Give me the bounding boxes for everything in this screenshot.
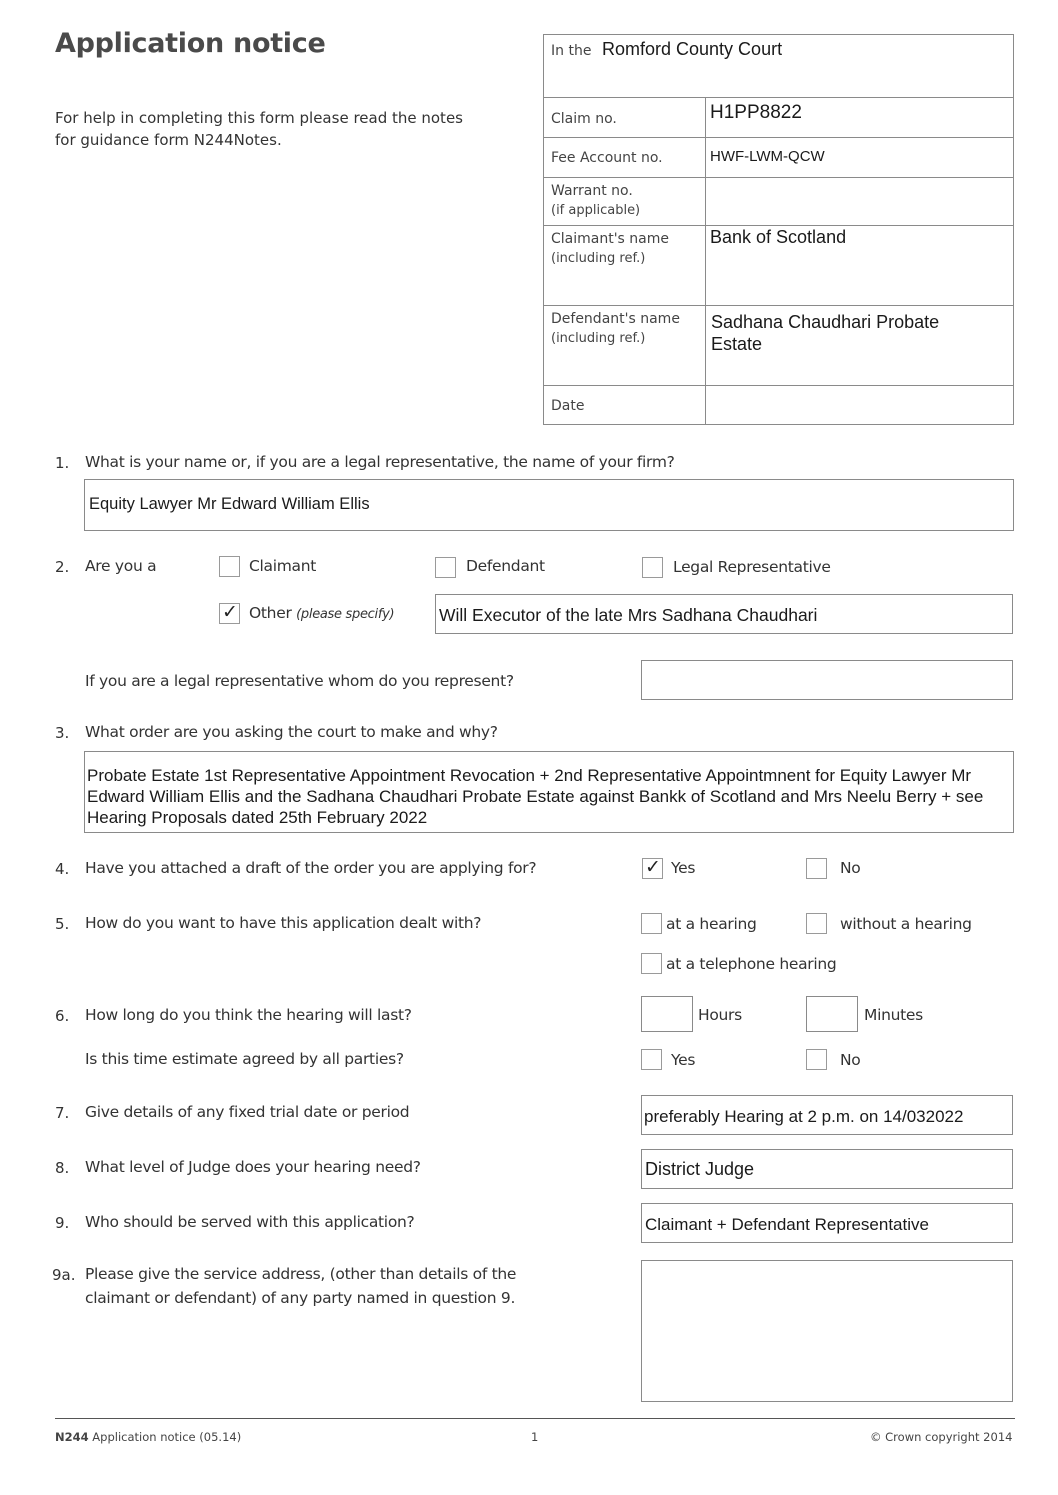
minutes-label: Minutes — [864, 1006, 923, 1024]
q9-text: Who should be served with this application? — [85, 1213, 415, 1231]
minutes-field[interactable] — [806, 996, 858, 1032]
q5-text: How do you want to have this application dealt with? — [85, 914, 482, 932]
court-name-field[interactable]: Romford County Court — [602, 39, 783, 59]
q6-number: 6. — [55, 1007, 70, 1025]
q3-answer: Probate Estate 1st Representative Appointment Revocation + 2nd Representative Appointmnent for Equity Lawyer Mr Edward William Ellis and the Sadhana Chaudhari Probate Estate against Bankk of Scotland and Mrs Neelu Berry + see Hearing Proposals dated 25th February 2022 — [87, 766, 984, 827]
served-parties-field[interactable] — [641, 1203, 1013, 1243]
trial-date-value: preferably Hearing at 2 p.m. on 14/032022 — [644, 1107, 964, 1126]
q8-text: What level of Judge does your hearing need? — [85, 1158, 421, 1176]
q1-answer: Equity Lawyer Mr Edward William Ellis — [89, 495, 370, 513]
claimant-option-label: Claimant — [249, 557, 317, 575]
q1-number: 1. — [55, 454, 70, 472]
case-details-table — [543, 34, 1014, 425]
q8-number: 8. — [55, 1159, 70, 1177]
footer-divider — [55, 1418, 1015, 1419]
q9a-text-line1: Please give the service address, (other than details of the — [85, 1265, 517, 1283]
warrant-row — [544, 177, 1013, 225]
telephone-hearing-checkbox[interactable] — [641, 953, 662, 974]
footer-copyright: © Crown copyright 2014 — [870, 1430, 1013, 1444]
q6-text: How long do you think the hearing will last? — [85, 1006, 412, 1024]
q3-order-field[interactable] — [84, 751, 1014, 833]
judge-level-field[interactable] — [641, 1149, 1013, 1189]
judge-level-value: District Judge — [645, 1159, 755, 1179]
q4-text: Have you attached a draft of the order you are applying for? — [85, 859, 537, 877]
q7-number: 7. — [55, 1104, 70, 1122]
telephone-hearing-label: at a telephone hearing — [666, 955, 837, 973]
agreed-no-label: No — [840, 1051, 861, 1069]
agreed-question: Is this time estimate agreed by all parties? — [85, 1050, 404, 1068]
court-row — [544, 35, 1013, 97]
warrant-label — [551, 182, 640, 220]
hours-label: Hours — [698, 1006, 742, 1024]
other-checkbox[interactable] — [219, 603, 240, 624]
claimant-row — [544, 225, 1013, 305]
q4-number: 4. — [55, 860, 70, 878]
q9-number: 9. — [55, 1214, 70, 1232]
help-text: For help in completing this form please read the notes for guidance form N244Notes. — [55, 109, 463, 149]
q2-number: 2. — [55, 558, 70, 576]
claimant-name-field[interactable]: Bank of Scotland — [710, 227, 847, 247]
fee-account-row — [544, 137, 1013, 177]
court-prefix: In the — [551, 43, 592, 59]
claimant-label-text: Claimant's name — [551, 231, 670, 247]
date-label: Date — [551, 398, 585, 414]
warrant-sublabel: (if applicable) — [551, 203, 641, 218]
claimant-checkbox[interactable] — [219, 556, 240, 577]
q9a-number: 9a. — [52, 1266, 76, 1284]
other-specify-value: Will Executor of the late Mrs Sadhana Chaudhari — [439, 605, 818, 625]
represent-field[interactable] — [641, 660, 1013, 700]
other-specify-field[interactable] — [435, 594, 1013, 634]
q7-text: Give details of any fixed trial date or period — [85, 1103, 410, 1121]
agreed-no-checkbox[interactable] — [806, 1049, 827, 1070]
warrant-label-text: Warrant no. — [551, 183, 633, 199]
q9a-text-line2: claimant or defendant) of any party named in question 9. — [85, 1289, 516, 1307]
claim-no-row — [544, 97, 1013, 137]
other-option-label — [249, 604, 394, 622]
claim-no-field[interactable]: H1PP8822 — [710, 102, 802, 123]
defendant-row — [544, 305, 1013, 385]
other-label-text: Other — [249, 604, 292, 622]
claim-no-label: Claim no. — [551, 111, 617, 127]
footer-form-code: N244 — [55, 1430, 89, 1444]
q3-number: 3. — [55, 724, 70, 742]
legal-representative-option-label: Legal Representative — [673, 558, 831, 576]
defendant-label-text: Defendant's name — [551, 311, 680, 327]
defendant-option-label: Defendant — [466, 557, 545, 575]
other-label-note: (please specify) — [296, 607, 395, 622]
agreed-yes-label: Yes — [671, 1051, 696, 1069]
draft-yes-checkbox[interactable] — [642, 858, 663, 879]
agreed-yes-checkbox[interactable] — [641, 1049, 662, 1070]
hours-field[interactable] — [641, 996, 693, 1032]
trial-date-field[interactable] — [641, 1095, 1013, 1135]
q5-number: 5. — [55, 915, 70, 933]
q1-name-field[interactable] — [84, 479, 1014, 531]
date-row — [544, 385, 1013, 425]
defendant-name-field[interactable]: Sadhana Chaudhari Probate Estate — [711, 312, 940, 354]
draft-no-checkbox[interactable] — [806, 858, 827, 879]
page-number: 1 — [531, 1430, 539, 1444]
without-hearing-label: without a hearing — [840, 915, 972, 933]
claimant-sublabel: (including ref.) — [551, 251, 646, 266]
defendant-checkbox[interactable] — [435, 557, 456, 578]
fee-account-field[interactable]: HWF-LWM-QCW — [710, 148, 825, 165]
represent-question: If you are a legal representative whom do you represent? — [85, 672, 514, 690]
at-hearing-label: at a hearing — [666, 915, 757, 933]
page-title: Application notice — [55, 28, 326, 59]
without-hearing-checkbox[interactable] — [806, 913, 827, 934]
at-hearing-checkbox[interactable] — [641, 913, 662, 934]
tick-icon: ✓ — [222, 601, 238, 623]
claimant-label — [551, 230, 669, 268]
footer-form-id — [55, 1430, 241, 1444]
footer-form-name: Application notice (05.14) — [92, 1430, 242, 1444]
service-address-field[interactable] — [641, 1260, 1013, 1402]
fee-account-label: Fee Account no. — [551, 150, 663, 166]
draft-yes-label: Yes — [671, 859, 696, 877]
q2-text: Are you a — [85, 557, 157, 575]
served-parties-value: Claimant + Defendant Representative — [645, 1215, 929, 1234]
defendant-label — [551, 310, 680, 348]
legal-representative-checkbox[interactable] — [642, 557, 663, 578]
defendant-sublabel: (including ref.) — [551, 331, 646, 346]
tick-icon: ✓ — [645, 856, 661, 878]
draft-no-label: No — [840, 859, 861, 877]
q1-text: What is your name or, if you are a legal representative, the name of your firm? — [85, 453, 675, 471]
q3-text: What order are you asking the court to make and why? — [85, 723, 498, 741]
